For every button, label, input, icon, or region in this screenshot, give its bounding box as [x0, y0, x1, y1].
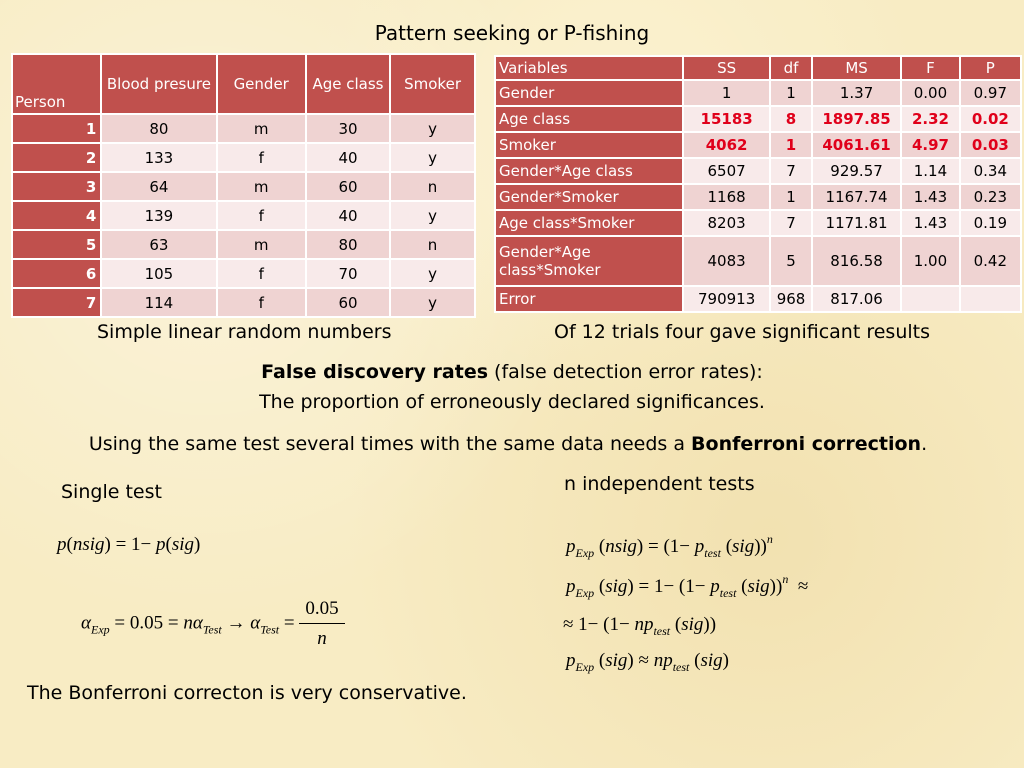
table-row — [495, 132, 1021, 158]
table-cell: 817.06 — [812, 286, 901, 312]
variable-label: Gender*Age class — [495, 158, 683, 184]
col-header-age-class: Age class — [306, 54, 390, 114]
table-cell: 1168 — [683, 184, 770, 210]
table-row — [495, 80, 1021, 106]
table-cell: 4.97 — [901, 132, 959, 158]
table-cell: 4083 — [683, 236, 770, 286]
table-cell: 1 — [770, 184, 812, 210]
table-cell: 64 — [101, 172, 216, 201]
table-cell: 0.97 — [960, 80, 1021, 106]
table-cell: 139 — [101, 201, 216, 230]
table-cell: 30 — [306, 114, 390, 143]
table-row — [12, 172, 475, 201]
person-number: 5 — [12, 230, 101, 259]
table-row — [12, 114, 475, 143]
table-cell: y — [390, 288, 475, 317]
col-header-blood-pressure: Blood presure — [101, 54, 216, 114]
table-row — [495, 286, 1021, 312]
table-row — [495, 210, 1021, 236]
table-cell: 1 — [770, 132, 812, 158]
variable-label: Age class — [495, 106, 683, 132]
table-cell: 0.34 — [960, 158, 1021, 184]
col-header-variables: Variables — [495, 56, 683, 80]
table-cell — [901, 286, 959, 312]
table-cell: 0.42 — [960, 236, 1021, 286]
variable-label: Gender — [495, 80, 683, 106]
table-cell: 60 — [306, 172, 390, 201]
table-cell: f — [217, 201, 306, 230]
bonferroni-statement — [0, 433, 1016, 455]
table-row — [12, 259, 475, 288]
col-header-smoker: Smoker — [390, 54, 475, 114]
bonferroni-term: Bonferroni correction — [691, 433, 922, 455]
table-cell: 0.19 — [960, 210, 1021, 236]
table-cell: 15183 — [683, 106, 770, 132]
formula-n-result: $p_{Exp}$ $(sig) \approx np_{test}$ (sig) — [566, 650, 729, 674]
table-cell: 133 — [101, 143, 216, 172]
table-cell: 1.37 — [812, 80, 901, 106]
table-row — [12, 288, 475, 317]
table-cell: 7 — [770, 158, 812, 184]
table-cell: 968 — [770, 286, 812, 312]
fdr-line-1 — [0, 361, 1024, 383]
table-cell: 40 — [306, 143, 390, 172]
page-title: Pattern seeking or P-fishing — [374, 21, 650, 45]
table-cell: 63 — [101, 230, 216, 259]
table-cell: 1.43 — [901, 184, 959, 210]
formula-n-nsig: $p_{Exp}$ (nsig) = ($1- p_{test}$ (sig))$^n$ — [566, 532, 773, 560]
table-cell: n — [390, 230, 475, 259]
table-cell: 816.58 — [812, 236, 901, 286]
table-cell: 8 — [770, 106, 812, 132]
table-cell: 80 — [101, 114, 216, 143]
person-number: 6 — [12, 259, 101, 288]
variable-label: Smoker — [495, 132, 683, 158]
table-cell: 1.14 — [901, 158, 959, 184]
table-cell: m — [217, 114, 306, 143]
table-cell: 60 — [306, 288, 390, 317]
n-tests-label: n independent tests — [564, 473, 755, 495]
table-row — [12, 230, 475, 259]
table-row — [495, 106, 1021, 132]
table-cell: 6507 — [683, 158, 770, 184]
bonferroni-text: Using the same test several times with the same data needs a — [88, 433, 692, 455]
col-header-f: F — [901, 56, 959, 80]
col-header-df: df — [770, 56, 812, 80]
person-number: 3 — [12, 172, 101, 201]
table-cell: f — [217, 143, 306, 172]
table-cell: 80 — [306, 230, 390, 259]
table-row — [495, 158, 1021, 184]
table-cell: 2.32 — [901, 106, 959, 132]
formula-n-approx: ≈ $1- (1- np_{test}$ (sig)) — [563, 614, 717, 638]
table-cell: y — [390, 114, 475, 143]
table-cell: 0.03 — [960, 132, 1021, 158]
table-cell: 1171.81 — [812, 210, 901, 236]
table-cell: 40 — [306, 201, 390, 230]
table-cell: y — [390, 143, 475, 172]
table-cell: m — [217, 230, 306, 259]
person-number: 7 — [12, 288, 101, 317]
table-cell: 4061.61 — [812, 132, 901, 158]
table-cell: f — [217, 259, 306, 288]
table-cell: m — [217, 172, 306, 201]
table-cell — [960, 286, 1021, 312]
table-cell: 8203 — [683, 210, 770, 236]
table-cell: 790913 — [683, 286, 770, 312]
variable-label: Age class*Smoker — [495, 210, 683, 236]
person-number: 1 — [12, 114, 101, 143]
table-cell: y — [390, 259, 475, 288]
conclusion-text: The Bonferroni correcton is very conservative. — [27, 682, 467, 704]
table-row — [12, 143, 475, 172]
table-cell: 5 — [770, 236, 812, 286]
fdr-term: False discovery rates — [261, 361, 489, 383]
table-cell: 114 — [101, 288, 216, 317]
table-cell: f — [217, 288, 306, 317]
table-cell: 7 — [770, 210, 812, 236]
table-row — [495, 184, 1021, 210]
data-table — [11, 53, 476, 318]
table-cell: 0.02 — [960, 106, 1021, 132]
table-cell: 1.00 — [901, 236, 959, 286]
formula-single-nsig: p(nsig) = 1− p(sig) — [57, 534, 201, 555]
bonferroni-period: . — [921, 433, 928, 455]
table-cell: 929.57 — [812, 158, 901, 184]
col-header-ms: MS — [812, 56, 901, 80]
caption-right: Of 12 trials four gave significant results — [554, 321, 930, 343]
variable-label: Gender*Smoker — [495, 184, 683, 210]
formula-n-sig: $p_{Exp}$ $(sig) = 1- (1- p_{test}$ (sig))$^n$ ≈ — [566, 572, 809, 600]
table-cell: 0.23 — [960, 184, 1021, 210]
table-cell: 105 — [101, 259, 216, 288]
table-cell: 1.43 — [901, 210, 959, 236]
table-cell: 70 — [306, 259, 390, 288]
person-number: 4 — [12, 201, 101, 230]
variable-label: Gender*Age class*Smoker — [495, 236, 683, 286]
table-row — [12, 201, 475, 230]
table-cell: 0.00 — [901, 80, 959, 106]
table-cell: 1 — [683, 80, 770, 106]
caption-left: Simple linear random numbers — [97, 321, 392, 343]
table-cell: 1 — [770, 80, 812, 106]
anova-table — [494, 55, 1022, 313]
single-test-label: Single test — [61, 481, 162, 503]
table-cell: 1897.85 — [812, 106, 901, 132]
col-header-person: Person — [12, 54, 101, 114]
variable-label: Error — [495, 286, 683, 312]
person-number: 2 — [12, 143, 101, 172]
table-cell: 4062 — [683, 132, 770, 158]
formula-bonferroni-alpha: $\alpha_{Exp} = 0.05 = n\alpha_{Test} \to \alpha_{Test}$ = $\frac{0.05}{n}$ — [81, 598, 345, 650]
col-header-p: P — [960, 56, 1021, 80]
fdr-line-2: The proportion of erroneously declared significances. — [259, 391, 765, 413]
fdr-definition: (false detection error rates): — [488, 361, 763, 383]
table-cell: n — [390, 172, 475, 201]
table-cell: y — [390, 201, 475, 230]
col-header-ss: SS — [683, 56, 770, 80]
col-header-gender: Gender — [217, 54, 306, 114]
table-cell: 1167.74 — [812, 184, 901, 210]
table-row — [495, 236, 1021, 286]
